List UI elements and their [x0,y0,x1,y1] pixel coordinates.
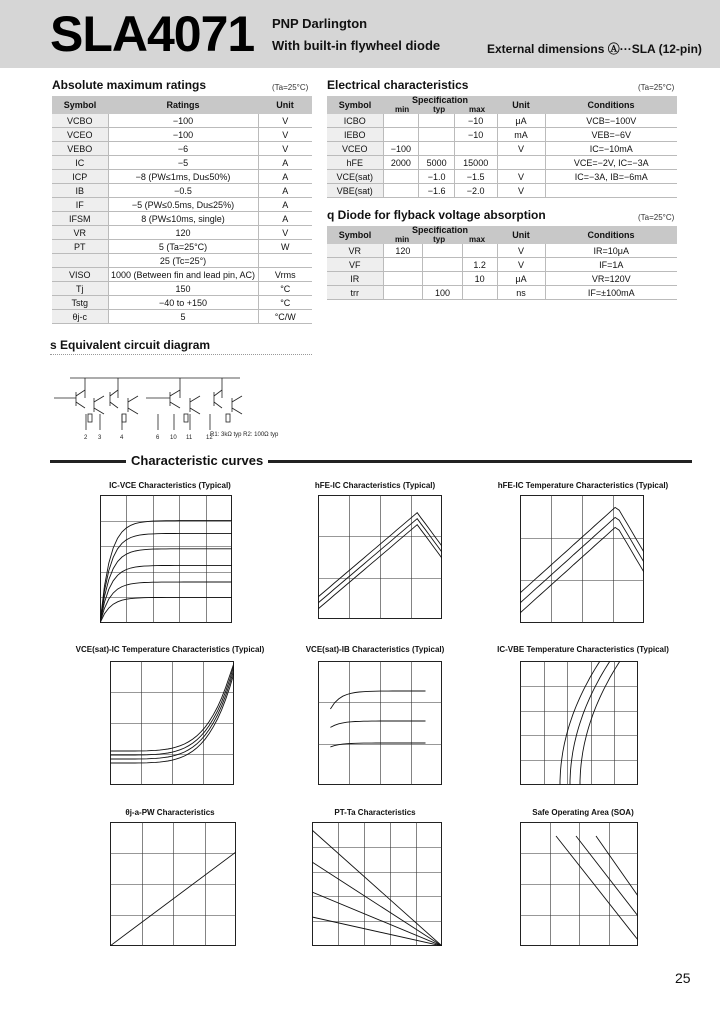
unit-cell: A [258,170,312,184]
typ-label: typ [433,105,446,114]
table-row [327,142,677,156]
symbol-cell [52,254,108,268]
chart-title-ic-vce: IC-VCE Characteristics (Typical) [109,481,231,490]
min-cell [383,286,423,300]
unit-cell [258,254,312,268]
min-cell [383,184,419,198]
elec-title: Electrical characteristics [327,78,469,92]
pin-label: 10 [170,435,177,441]
col-unit: Unit [497,96,545,114]
abs-max-cond: (Ta=25°C) [272,83,309,92]
col-spec [383,96,497,114]
symbol-cell: VBE(sat) [327,184,383,198]
unit-cell: V [497,142,545,156]
table-row [52,240,312,254]
symbol-cell: VCE(sat) [327,170,383,184]
symbol-cell: IFSM [52,212,108,226]
unit-cell [497,156,545,170]
chart-curve [596,836,638,896]
unit-cell: V [258,226,312,240]
symbol-cell: VR [52,226,108,240]
rating-cell: −100 [108,114,258,128]
diode-table [327,226,677,300]
curves-header [50,453,692,469]
unit-cell: V [497,258,545,272]
max-cell: −1.5 [454,170,497,184]
table-row [327,128,677,142]
table-row [327,114,677,128]
curves-title: Characteristic curves [128,453,266,468]
plot-frame [521,823,638,946]
pin-label: 2 [84,435,88,441]
typ-cell: −1.6 [419,184,455,198]
elec-cond: (Ta=25°C) [638,83,675,92]
max-cell: 15000 [454,156,497,170]
min-cell: 120 [383,244,423,258]
curves-rule-left [50,460,126,463]
unit-cell: V [258,142,312,156]
chart-hfe-ic-plot [318,495,442,619]
min-cell [383,170,419,184]
chart-curve [318,519,442,603]
symbol-cell: trr [327,286,383,300]
min-label: min [394,235,410,244]
rating-cell: 150 [108,282,258,296]
symbol-cell: VR [327,244,383,258]
rating-cell: −100 [108,128,258,142]
rating-cell: −8 (PW≤1ms, Du≤50%) [108,170,258,184]
table-row [52,142,312,156]
conditions-cell: VCB=−100V [545,114,677,128]
max-cell: 1.2 [462,258,497,272]
col-conditions: Conditions [545,96,677,114]
table-row [52,310,312,324]
table-row [327,170,677,184]
abs-max-title: Absolute maximum ratings [52,78,207,92]
typ-cell: −1.0 [419,170,455,184]
equivalent-circuit-diagram [50,358,312,442]
conditions-cell [545,184,677,198]
diode-title: q Diode for flyback voltage absorption [327,208,546,222]
rating-cell: 120 [108,226,258,240]
spec-label: Specification [411,225,468,235]
plot-frame [319,496,442,619]
typ-cell: 5000 [419,156,455,170]
chart-title-pt-ta: PT-Ta Characteristics [334,808,416,817]
max-cell: −10 [454,128,497,142]
chart-title-vcesat-ic-temp: VCE(sat)-IC Temperature Characteristics (Typical) [75,645,265,654]
typ-cell [423,258,463,272]
chart-curve [312,862,442,946]
symbol-cell: IF [52,198,108,212]
table-row [327,156,677,170]
symbol-cell: IB [52,184,108,198]
chart-curve [100,565,232,623]
max-label: max [469,105,486,114]
max-cell [462,286,497,300]
symbol-cell: VEBO [52,142,108,156]
rating-cell: 5 (Ta=25°C) [108,240,258,254]
table-row [52,170,312,184]
chart-curve [520,517,644,603]
col-unit: Unit [497,226,545,244]
rating-cell: 25 (Tc=25°) [108,254,258,268]
table-row [52,184,312,198]
table-row [327,272,677,286]
unit-cell: W [258,240,312,254]
chart-curve [556,836,638,940]
typ-cell [419,142,455,156]
table-row [327,184,677,198]
abs-max-table [52,96,312,324]
resistor-note: R1: 3kΩ typ R2: 100Ω typ [210,432,279,438]
unit-cell: V [258,128,312,142]
pin-label: 11 [186,435,193,441]
symbol-cell: θj-c [52,310,108,324]
pin-label: 12 [206,435,213,441]
chart-title-vcesat-ib: VCE(sat)-IB Characteristics (Typical) [305,645,445,654]
circuit-title: s Equivalent circuit diagram [50,338,211,352]
chart-curve [110,852,236,946]
table-row [52,156,312,170]
rating-cell: −5 (PW≤0.5ms, Du≤25%) [108,198,258,212]
unit-cell: °C [258,282,312,296]
page-number: 25 [675,970,691,986]
chart-title-soa: Safe Operating Area (SOA) [532,808,634,817]
chart-curve [110,663,234,751]
table-row [52,198,312,212]
conditions-cell: IC=−3A, IB=−6mA [545,170,677,184]
symbol-cell: ICP [52,170,108,184]
unit-cell: A [258,156,312,170]
symbol-cell: ICBO [327,114,383,128]
col-ratings: Ratings [108,96,258,114]
unit-cell: ns [497,286,545,300]
min-label: min [394,105,410,114]
pin-label: 6 [156,435,160,441]
min-cell: −100 [383,142,419,156]
rating-cell: −6 [108,142,258,156]
chart-title-hfe-ic: hFE-IC Characteristics (Typical) [314,481,436,490]
chart-curve [100,549,232,623]
conditions-cell: IF=1A [545,258,677,272]
symbol-cell: VCBO [52,114,108,128]
table-row [327,286,677,300]
conditions-cell: VR=120V [545,272,677,286]
chart-pt-ta-plot [312,822,442,946]
chart-soa-plot [520,822,638,946]
table-row [52,282,312,296]
chart-ic-vbe-temp-plot [520,661,638,785]
symbol-cell: PT [52,240,108,254]
rating-cell: −0.5 [108,184,258,198]
chart-vcesat-ib-plot [318,661,442,785]
symbol-cell: VCEO [327,142,383,156]
chart-curve [312,892,442,946]
unit-cell: V [497,184,545,198]
symbol-cell: VF [327,258,383,272]
pin-label: 4 [120,435,124,441]
min-cell: 2000 [383,156,419,170]
unit-cell: A [258,212,312,226]
min-cell [383,272,423,286]
chart-title-ic-vbe-temp: IC-VBE Temperature Characteristics (Typical) [497,645,669,654]
unit-cell: Vrms [258,268,312,282]
symbol-cell: hFE [327,156,383,170]
chart-curve [520,507,644,593]
typ-cell: 100 [423,286,463,300]
chart-vcesat-ic-temp-plot [110,661,234,785]
table-row [52,212,312,226]
table-row [52,114,312,128]
min-cell [383,258,423,272]
max-cell: 10 [462,272,497,286]
typ-cell [423,272,463,286]
plot-frame [521,662,638,785]
min-cell [383,128,419,142]
conditions-cell: IR=10μA [545,244,677,258]
unit-cell: μA [497,272,545,286]
symbol-cell: VISO [52,268,108,282]
table-row [52,268,312,282]
conditions-cell: VCE=−2V, IC=−3A [545,156,677,170]
typ-label: typ [433,235,446,244]
device-type: PNP Darlington [272,16,368,31]
pin-label: 3 [98,435,102,441]
chart-curve [100,597,232,623]
symbol-cell: Tstg [52,296,108,310]
typ-cell [419,114,455,128]
chart-curve [100,582,232,623]
symbol-cell: IC [52,156,108,170]
min-cell [383,114,419,128]
chart-curve [576,836,638,916]
rating-cell: 8 (PW≤10ms, single) [108,212,258,226]
unit-cell: °C/W [258,310,312,324]
max-label: max [469,235,486,244]
device-feature: With built-in flywheel diode [272,38,441,53]
rating-cell: 1000 (Between fin and lead pin, AC) [108,268,258,282]
conditions-cell: VEB=−6V [545,128,677,142]
unit-cell: °C [258,296,312,310]
table-row [52,254,312,268]
chart-curve [318,513,442,597]
chart-title-thermal: θj-a-PW Characteristics [125,808,215,817]
chart-ic-vce-plot [100,495,232,623]
chart-thermal-plot [110,822,236,946]
chart-curve [580,661,620,785]
external-dimensions: External dimensions Ⓐ···SLA (12-pin) [487,42,702,56]
unit-cell: V [497,244,545,258]
col-symbol: Symbol [52,96,108,114]
diode-cond: (Ta=25°C) [638,213,675,222]
header-band [0,0,720,68]
max-cell: −10 [454,114,497,128]
symbol-cell: Tj [52,282,108,296]
chart-curve [100,521,232,623]
col-unit: Unit [258,96,312,114]
unit-cell: μA [497,114,545,128]
part-number: SLA4071 [50,6,255,62]
col-symbol: Symbol [327,96,383,114]
rating-cell: −5 [108,156,258,170]
col-conditions: Conditions [545,226,677,244]
elec-table [327,96,677,198]
max-cell [454,142,497,156]
conditions-cell: IF=±100mA [545,286,677,300]
symbol-cell: IEBO [327,128,383,142]
max-cell: −2.0 [454,184,497,198]
chart-curve [520,527,644,613]
symbol-cell: VCEO [52,128,108,142]
plot-frame [319,662,442,785]
typ-cell [423,244,463,258]
table-row [327,244,677,258]
rating-cell: −40 to +150 [108,296,258,310]
symbol-cell: IR [327,272,383,286]
unit-cell: V [497,170,545,184]
unit-cell: V [258,114,312,128]
chart-hfe-ic-temp-plot [520,495,644,623]
table-row [52,128,312,142]
unit-cell: A [258,184,312,198]
col-symbol: Symbol [327,226,383,244]
chart-curve [318,525,442,609]
max-cell [462,244,497,258]
plot-frame [521,496,644,623]
typ-cell [419,128,455,142]
col-spec [383,226,497,244]
chart-title-hfe-ic-temp: hFE-IC Temperature Characteristics (Typical) [497,481,669,490]
plot-frame [313,823,442,946]
curves-rule-right [268,460,692,463]
table-row [52,226,312,240]
table-row [52,296,312,310]
rating-cell: 5 [108,310,258,324]
table-row [327,258,677,272]
conditions-cell: IC=−10mA [545,142,677,156]
unit-cell: mA [497,128,545,142]
plot-frame [111,823,236,946]
chart-curve [100,533,232,623]
circuit-divider [50,354,312,355]
unit-cell: A [258,198,312,212]
spec-label: Specification [411,95,468,105]
